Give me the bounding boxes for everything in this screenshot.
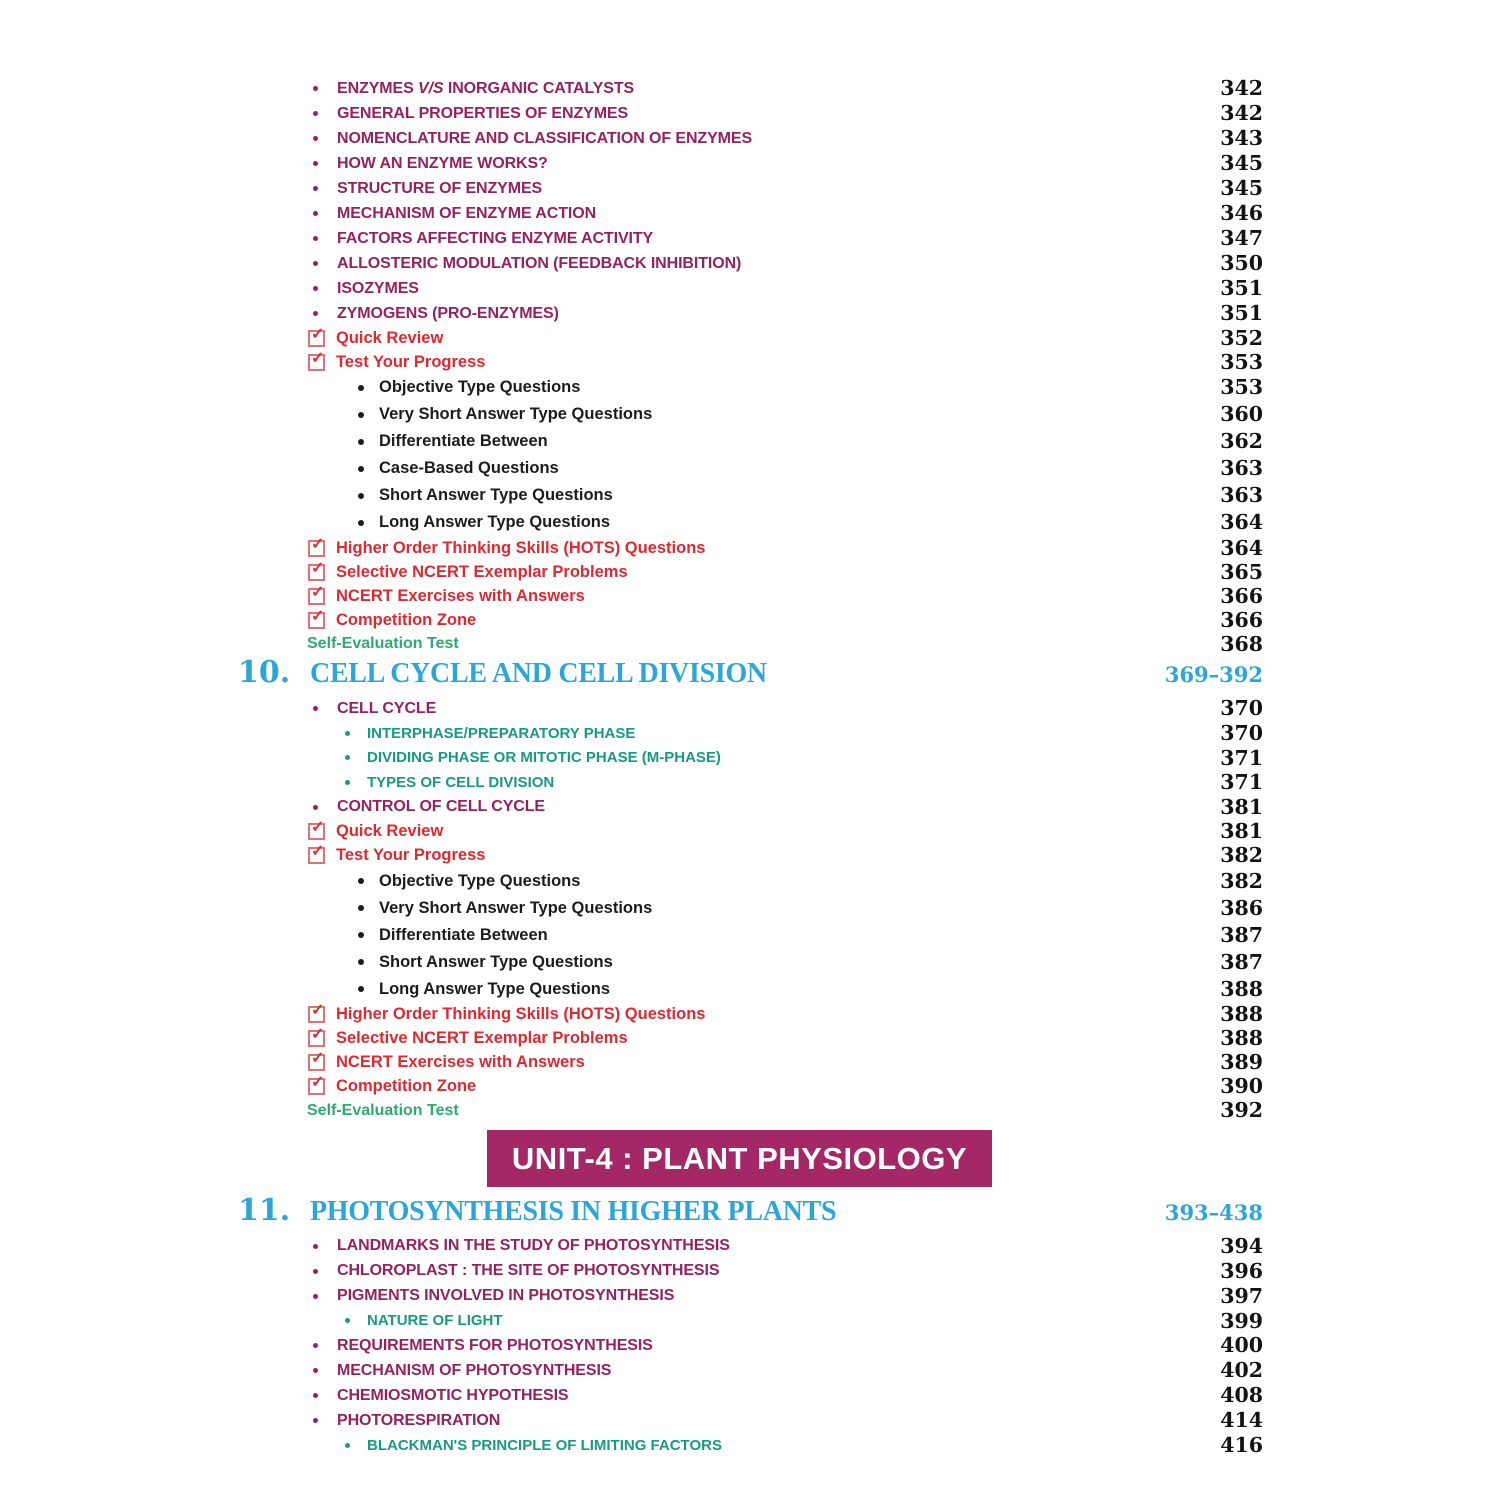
bullet-icon <box>313 311 318 316</box>
toc-entry-question <box>0 895 1263 922</box>
checkbox-icon <box>308 843 325 864</box>
toc-entry-topic <box>0 126 1263 151</box>
entry-page-number: 381 <box>1220 794 1263 819</box>
bullet-icon <box>313 261 318 266</box>
toc-entry-feature <box>0 584 1263 608</box>
bullet-icon <box>313 1393 318 1398</box>
entry-page-number: 397 <box>1220 1283 1263 1308</box>
checkbox-icon <box>308 1026 325 1047</box>
bullet-icon <box>313 286 318 291</box>
toc-entry-topic <box>0 276 1263 301</box>
bullet-icon <box>358 520 364 526</box>
checkmark-icon: ✓ <box>311 607 325 625</box>
chapter-10-heading <box>0 655 1263 694</box>
checkmark-icon: ✓ <box>311 1002 325 1019</box>
bullet-icon <box>358 932 364 938</box>
entry-label: ENZYMES V/S INORGANIC CATALYSTS <box>337 79 635 97</box>
toc-entry-subtopic <box>0 746 1263 771</box>
section-chapter-10 <box>0 655 1263 1123</box>
checkbox-icon <box>308 583 325 605</box>
chapter-title: PHOTOSYNTHESIS IN HIGHER PLANTS <box>310 1195 837 1227</box>
toc-entry-topic <box>0 795 1263 820</box>
entry-label: Test Your Progress <box>336 352 486 371</box>
entry-label: GENERAL PROPERTIES OF ENZYMES <box>337 104 629 122</box>
entry-label: Short Answer Type Questions <box>379 486 613 504</box>
toc-entry-question <box>0 949 1263 976</box>
checkbox-icon <box>308 535 325 557</box>
toc-entry-subtopic <box>0 1309 1263 1334</box>
entry-page-number: 390 <box>1220 1074 1263 1099</box>
bullet-icon <box>313 86 318 91</box>
entry-label: Objective Type Questions <box>379 871 581 890</box>
toc-entry-question <box>0 509 1263 536</box>
toc-entry-topic <box>0 151 1263 176</box>
entry-page-number: 392 <box>1220 1098 1263 1123</box>
chapter-page-range: 393–438 <box>1164 1199 1263 1225</box>
toc-entry-topic <box>0 1333 1263 1358</box>
entry-label: Selective NCERT Exemplar Problems <box>336 1029 628 1047</box>
entry-page-number: 343 <box>1220 126 1263 151</box>
checkbox-icon <box>308 1050 325 1071</box>
entry-page-number: 345 <box>1220 176 1263 201</box>
entry-page-number: 381 <box>1220 819 1263 844</box>
entry-label: Quick Review <box>336 822 444 840</box>
bullet-icon <box>345 1318 350 1323</box>
entry-page-number: 387 <box>1220 922 1263 947</box>
entry-label: CHEMIOSMOTIC HYPOTHESIS <box>337 1386 569 1404</box>
checkbox-icon <box>308 1002 325 1023</box>
entry-label: Higher Order Thinking Skills (HOTS) Questions <box>336 538 706 557</box>
bullet-icon <box>313 706 318 711</box>
bullet-icon <box>313 136 318 141</box>
entry-page-number: 342 <box>1220 101 1263 126</box>
entry-label: BLACKMAN'S PRINCIPLE OF LIMITING FACTORS <box>367 1436 722 1454</box>
entry-label: Very Short Answer Type Questions <box>379 405 653 423</box>
toc-entry-feature <box>0 326 1263 350</box>
entry-label: FACTORS AFFECTING ENZYME ACTIVITY <box>337 229 654 247</box>
entry-page-number: 414 <box>1220 1408 1263 1433</box>
entry-label: Higher Order Thinking Skills (HOTS) Questions <box>336 1005 706 1023</box>
entry-label: DIVIDING PHASE OR MITOTIC PHASE (M-PHASE) <box>367 749 721 767</box>
entry-page-number: 370 <box>1220 696 1263 721</box>
bullet-icon <box>313 1343 318 1348</box>
bullet-icon <box>358 959 364 965</box>
entry-label: Competition Zone <box>336 610 477 629</box>
entry-label: Objective Type Questions <box>379 378 581 396</box>
bullet-icon <box>313 1244 318 1249</box>
bullet-icon <box>358 466 364 472</box>
toc-entry-topic <box>0 101 1263 126</box>
checkmark-icon: ✓ <box>311 583 325 601</box>
entry-page-number: 399 <box>1220 1308 1263 1333</box>
bullet-icon <box>313 1368 318 1373</box>
toc-entry-question <box>0 482 1263 509</box>
checkmark-icon: ✓ <box>311 1050 325 1067</box>
bullet-icon <box>358 439 364 445</box>
toc-entry-topic <box>0 226 1263 251</box>
toc-entry-topic <box>0 1259 1263 1284</box>
entry-page-number: 346 <box>1220 201 1263 226</box>
entry-label: TYPES OF CELL DIVISION <box>367 773 555 791</box>
bullet-icon <box>358 986 364 992</box>
entry-page-number: 353 <box>1220 349 1263 374</box>
entry-page-number: 371 <box>1220 770 1263 794</box>
entry-label: Long Answer Type Questions <box>379 513 611 531</box>
toc-entry-feature <box>0 350 1263 374</box>
entry-page-number: 396 <box>1220 1258 1263 1283</box>
checkbox-icon <box>308 1074 325 1095</box>
entry-label: Self-Evaluation Test <box>307 635 459 652</box>
bullet-icon <box>358 493 364 499</box>
checkmark-icon: ✓ <box>311 349 325 367</box>
entry-label: Test Your Progress <box>336 846 486 864</box>
chapter-number: 11. <box>238 1192 291 1228</box>
entry-label: NCERT Exercises with Answers <box>336 1053 585 1071</box>
entry-page-number: 366 <box>1220 583 1263 608</box>
toc-entry-feature <box>0 1075 1263 1099</box>
toc-entry-selftest <box>0 1099 1263 1123</box>
toc-entry-selftest <box>0 632 1263 656</box>
bullet-icon <box>358 878 364 884</box>
entry-label: INTERPHASE/PREPARATORY PHASE <box>367 724 636 742</box>
entry-label: MECHANISM OF ENZYME ACTION <box>337 204 597 222</box>
entry-page-number: 388 <box>1220 1002 1263 1027</box>
entry-page-number: 386 <box>1220 895 1263 920</box>
bullet-icon <box>358 385 364 391</box>
entry-page-number: 387 <box>1220 949 1263 974</box>
entry-page-number: 362 <box>1220 429 1263 454</box>
checkmark-icon: ✓ <box>311 325 325 343</box>
section-chapter-9-continuation <box>0 76 1263 656</box>
bullet-icon <box>313 1269 318 1274</box>
entry-label: CHLOROPLAST : THE SITE OF PHOTOSYNTHESIS <box>337 1262 720 1279</box>
entry-label: NCERT Exercises with Answers <box>336 586 585 605</box>
entry-page-number: 364 <box>1220 510 1263 535</box>
unit-banner-label: UNIT-4 : PLANT PHYSIOLOGY <box>511 1140 968 1176</box>
checkmark-icon: ✓ <box>311 559 325 577</box>
entry-label: REQUIREMENTS FOR PHOTOSYNTHESIS <box>337 1336 653 1354</box>
bullet-icon <box>358 412 364 418</box>
bullet-icon <box>345 755 350 760</box>
toc-entry-subtopic <box>0 1433 1263 1458</box>
entry-page-number: 345 <box>1220 151 1263 176</box>
toc-rows-chapter-11 <box>0 1234 1263 1458</box>
entry-page-number: 351 <box>1220 301 1263 326</box>
entry-page-number: 382 <box>1220 843 1263 868</box>
bullet-icon <box>345 1443 350 1448</box>
toc-entry-question <box>0 428 1263 455</box>
toc-entry-question <box>0 868 1263 895</box>
chapter-11-heading <box>0 1192 1263 1232</box>
toc-entry-topic <box>0 76 1263 101</box>
entry-label: Quick Review <box>336 328 444 347</box>
entry-label: CELL CYCLE <box>337 699 437 717</box>
toc-entry-question <box>0 976 1263 1003</box>
entry-page-number: 400 <box>1220 1333 1263 1358</box>
checkbox-icon <box>308 559 325 581</box>
section-chapter-11 <box>0 1192 1263 1458</box>
entry-page-number: 347 <box>1220 226 1263 251</box>
entry-label: NATURE OF LIGHT <box>367 1312 503 1330</box>
entry-page-number: 394 <box>1220 1233 1263 1258</box>
toc-entry-feature <box>0 1003 1263 1027</box>
toc-entry-topic <box>0 301 1263 326</box>
entry-page-number: 370 <box>1220 721 1263 745</box>
entry-label: Competition Zone <box>336 1077 477 1095</box>
toc-entry-question <box>0 374 1263 401</box>
entry-label: ISOZYMES <box>337 279 419 297</box>
toc-entry-topic <box>0 1358 1263 1383</box>
toc-entry-topic <box>0 1234 1263 1259</box>
entry-page-number: 388 <box>1220 976 1263 1001</box>
entry-page-number: 371 <box>1220 745 1263 770</box>
toc-entry-feature <box>0 820 1263 844</box>
bullet-icon <box>358 905 364 911</box>
toc-entry-feature <box>0 536 1263 560</box>
toc-rows-chapter-10 <box>0 696 1263 1123</box>
toc-entry-feature <box>0 1051 1263 1075</box>
entry-page-number: 416 <box>1220 1433 1263 1457</box>
entry-label: PHOTORESPIRATION <box>337 1411 501 1429</box>
entry-label: Self-Evaluation Test <box>307 1101 459 1119</box>
toc-entry-topic <box>0 1383 1263 1408</box>
entry-page-number: 364 <box>1220 535 1263 560</box>
bullet-icon <box>313 1418 318 1423</box>
toc-entry-question <box>0 922 1263 949</box>
toc-entry-topic <box>0 176 1263 201</box>
entry-page-number: 353 <box>1220 375 1263 400</box>
toc-entry-feature <box>0 844 1263 868</box>
bullet-icon <box>345 731 350 736</box>
checkmark-icon: ✓ <box>311 1074 325 1091</box>
toc-entry-topic <box>0 1284 1263 1309</box>
unit-banner <box>487 1130 992 1187</box>
entry-label: Long Answer Type Questions <box>379 979 611 998</box>
entry-label: Selective NCERT Exemplar Problems <box>336 562 628 581</box>
checkbox-icon <box>308 819 325 840</box>
entry-page-number: 389 <box>1220 1050 1263 1075</box>
entry-page-number: 382 <box>1220 868 1263 893</box>
bullet-icon <box>313 805 318 810</box>
entry-page-number: 368 <box>1220 631 1263 656</box>
entry-label: NOMENCLATURE AND CLASSIFICATION OF ENZYMES <box>337 129 753 147</box>
entry-label: Differentiate Between <box>379 432 548 450</box>
toc-entry-question <box>0 455 1263 482</box>
entry-page-number: 351 <box>1220 276 1263 301</box>
toc-entry-feature <box>0 1027 1263 1051</box>
toc-entry-subtopic <box>0 721 1263 746</box>
entry-page-number: 388 <box>1220 1026 1263 1051</box>
entry-label: LANDMARKS IN THE STUDY OF PHOTOSYNTHESIS <box>337 1237 730 1254</box>
checkmark-icon: ✓ <box>311 1026 325 1043</box>
checkmark-icon: ✓ <box>311 843 325 860</box>
entry-label: MECHANISM OF PHOTOSYNTHESIS <box>337 1361 612 1379</box>
entry-page-number: 402 <box>1220 1358 1263 1383</box>
toc-entry-feature <box>0 560 1263 584</box>
entry-label: HOW AN ENZYME WORKS? <box>337 154 548 172</box>
entry-page-number: 350 <box>1220 251 1263 276</box>
bullet-icon <box>345 780 350 785</box>
entry-page-number: 408 <box>1220 1383 1263 1408</box>
checkbox-icon <box>308 607 325 629</box>
bullet-icon <box>313 161 318 166</box>
toc-entry-feature <box>0 608 1263 632</box>
toc-entry-topic <box>0 696 1263 721</box>
checkmark-icon: ✓ <box>311 819 325 836</box>
entry-label: Very Short Answer Type Questions <box>379 898 653 917</box>
checkbox-icon <box>308 325 325 347</box>
entry-page-number: 363 <box>1220 483 1263 508</box>
checkmark-icon: ✓ <box>311 535 325 553</box>
toc-entry-topic <box>0 201 1263 226</box>
toc-entry-topic <box>0 1408 1263 1433</box>
bullet-icon <box>313 1294 318 1299</box>
entry-label: Short Answer Type Questions <box>379 952 613 971</box>
toc-entry-question <box>0 401 1263 428</box>
entry-page-number: 352 <box>1220 325 1263 350</box>
checkbox-icon <box>308 349 325 371</box>
toc-entry-topic <box>0 251 1263 276</box>
entry-page-number: 365 <box>1220 559 1263 584</box>
entry-label: ZYMOGENS (PRO-ENZYMES) <box>337 304 559 322</box>
entry-page-number: 360 <box>1220 402 1263 427</box>
bullet-icon <box>313 211 318 216</box>
entry-label: Case-Based Questions <box>379 459 559 477</box>
entry-label: STRUCTURE OF ENZYMES <box>337 179 543 197</box>
entry-label: ALLOSTERIC MODULATION (FEEDBACK INHIBITION) <box>337 254 742 272</box>
entry-label: CONTROL OF CELL CYCLE <box>337 798 545 815</box>
entry-label: PIGMENTS INVOLVED IN PHOTOSYNTHESIS <box>337 1287 675 1304</box>
bullet-icon <box>313 186 318 191</box>
entry-label: Differentiate Between <box>379 925 548 944</box>
chapter-page-range: 369–392 <box>1164 662 1263 687</box>
bullet-icon <box>313 111 318 116</box>
chapter-number: 10. <box>238 655 291 690</box>
bullet-icon <box>313 236 318 241</box>
entry-page-number: 342 <box>1220 76 1263 101</box>
toc-entry-subtopic <box>0 770 1263 795</box>
entry-page-number: 363 <box>1220 456 1263 481</box>
toc-rows-chapter-9 <box>0 76 1263 656</box>
chapter-title: CELL CYCLE AND CELL DIVISION <box>310 658 767 689</box>
entry-page-number: 366 <box>1220 607 1263 632</box>
